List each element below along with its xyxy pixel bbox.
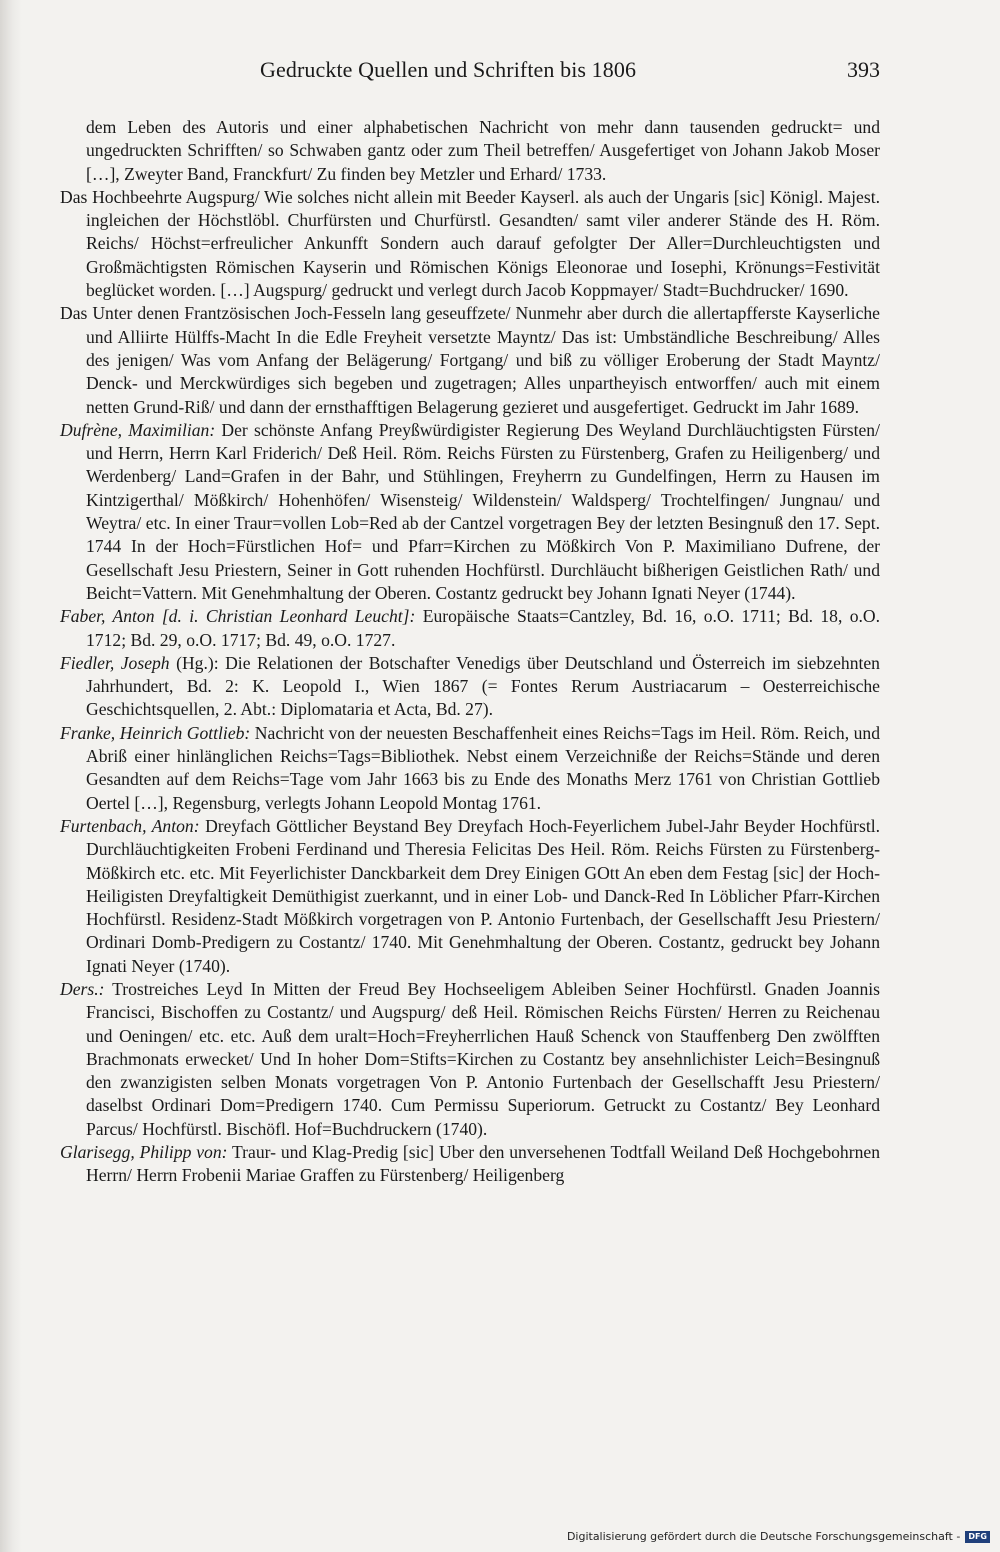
running-title: Gedruckte Quellen und Schriften bis 1806 [260, 57, 637, 82]
bibliography-list [60, 116, 880, 1188]
entry-text: Nachricht von der neuesten Beschaffenheit eines Reichs=Tags im Heil. Röm. Reich, und Abriß einer hinlänglichen Reichs=Tags=Bibliothek. Nebst einem Verzeichniße der Reichs=Stände und deren Gesandten auf dem Reichs=Tage vom Jahr 1663 bis zu Ende des Monaths Merz 1761 von Christian Gottlieb Oertel […], Regensburg, verlegts Johann Leopold Montag 1761. [86, 722, 881, 813]
entry-author: Furtenbach, Anton: [60, 815, 200, 836]
entry-text: Das Hochbeehrte Augspurg/ Wie solches nicht allein mit Beeder Kayserl. als auch der Ungaris [sic] Königl. Majest. ingleichen der Höchstlöbl. Churfürsten und Churfürstl. Gesandten/ samt viler anderer Stände des H. Röm. Reichs/ Höchst=erfreulicher Ankunfft Sondern auch darauf gefolgter Der Aller=Durchleuchtigsten und Großmächtigsten Römischen Kayserin und Römischen Königs Eleonorae und Iosephi, Krönungs=Festivität beglücket worden. […] Augspurg/ gedruckt und verlegt durch Jacob Koppmayer/ Stadt=Buchdrucker/ 1690. [60, 186, 880, 301]
running-head [60, 57, 880, 91]
bibliography-entry [60, 652, 880, 722]
entry-author: Fiedler, Joseph [60, 652, 170, 673]
bibliography-entry [60, 605, 880, 652]
digitization-footer [567, 1530, 990, 1543]
bibliography-entry [60, 116, 880, 186]
funding-credit: Digitalisierung gefördert durch die Deutsche Forschungsgemeinschaft - [566, 1530, 961, 1543]
entry-text: Trostreiches Leyd In Mitten der Freud Bey Hochseeligem Ableiben Seiner Hochfürstl. Gnaden Joannis Francisci, Bischoffen zu Costantz/ und Augspurg/ deß Heil. Römischen Reichs Fürsten/ Herren zu Reichenau und Oeningen/ etc. etc. Auß dem uralt=Hoch=Freyherrlichen Hauß Schenck von Stauffenberg Den zwölfften Brachmonats erwecket/ Und In hoher Dom=Stifts=Kirchen zu Costantz bey ansehnlichister Leich=Besingnuß den zwanzigisten selben Monats vorgetragen Von P. Antonio Furtenbach der Gesellschafft Jesu Priestern/ daselbst Ordinari Dom=Predigern 1740. Cum Permissu Superiorum. Getruckt zu Costantz/ Bey Leonhard Parcus/ Hochfürstl. Bischöfl. Hof=Buchdruckern (1740). [86, 978, 880, 1139]
entry-text: Traur- und Klag-Predig [sic] Uber den unversehenen Todtfall Weiland Deß Hochgebohrnen Herrn/ Herrn Frobenii Mariae Graffen zu Fürstenberg/ Heiligenberg [86, 1142, 880, 1186]
entry-text: (Hg.): Die Relationen der Botschafter Venedigs über Deutschland und Österreich im siebzehnten Jahrhundert, Bd. 2: K. Leopold I., Wien 1867 (= Fontes Rerum Austriacarum – Oesterreichische Geschichtsquellen, 2. Abt.: Diplomataria et Acta, Bd. 27). [86, 652, 880, 720]
bibliography-entry [60, 815, 880, 978]
entry-author: Ders.: [60, 978, 105, 999]
entry-author: Dufrène, Maximilian: [60, 419, 216, 440]
bibliography-entry [60, 722, 880, 815]
bibliography-entry [60, 1141, 880, 1188]
bibliography-entry [60, 419, 880, 605]
entry-text: Europäische Staats=Cantzley, Bd. 16, o.O. 1711; Bd. 18, o.O. 1712; Bd. 29, o.O. 1717; Bd. 49, o.O. 1727. [86, 606, 880, 650]
entry-author: Glarisegg, Philipp von: [60, 1142, 228, 1163]
page-number: 393 [847, 57, 880, 82]
entry-text: Das Unter denen Frantzösischen Joch-Fesseln lang geseuffzete/ Nunmehr aber durch die allertapfferste Kayserliche und Alliirte Hülffs-Macht In die Edle Freyheit versetzte Mayntz/ Das ist: Umbständliche Beschreibung/ Alles des jenigen/ Was vom Anfang der Belägerung/ Fortgang/ und biß zu völliger Eroberung der Stadt Mayntz/ Denck- und Merckwürdiges sich begeben und zugetragen; Alles unpartheyisch entworffen/ auch mit einem netten Grund-Riß/ und dann der ernsthafftigen Belagerung gezieret und ausgefertiget. Gedruckt im Jahr 1689. [60, 303, 880, 417]
bibliography-entry [60, 186, 880, 302]
entry-text: Dreyfach Göttlicher Beystand Bey Dreyfach Hoch-Feyerlichem Jubel-Jahr Beyder Hochfürstl. Durchläuchtigkeiten Frobeni Ferdinand und Theresia Felicitas Des Heil. Röm. Reichs Fürsten zu Fürstenberg-Mößkirch etc. etc. Mit Feyerlichister Danckbarkeit dem Drey Einigen GOtt An eben dem Festag [sic] der Hoch-Heiligisten Dreyfaltigkeit Demüthigist zuerkannt, und in einer Lob- und Danck-Red In Löblicher Pfarr-Kirchen Hochfürstl. Residenz-Stadt Mößkirch vorgetragen von P. Antonio Furtenbach, der Gesellschafft Jesu Priestern/ Ordinari Domb-Predigern zu Costantz/ 1740. Mit Genehmhaltung der Oberen. Costantz, gedruckt bey Johann Ignati Neyer (1740). [86, 815, 880, 976]
entry-author: Franke, Heinrich Gottlieb: [60, 722, 251, 743]
bibliography-entry [60, 978, 880, 1141]
entry-text: dem Leben des Autoris und einer alphabetischen Nachricht von mehr dann tausenden gedruckt= und ungedruckten Schrifften/ so Schwaben gantz oder zum Theil betreffen/ Ausgefertiget von Johann Jakob Moser […], Zweyter Band, Franckfurt/ Zu finden bey Metzler und Erhard/ 1733. [86, 117, 880, 184]
scan-edge [0, 0, 22, 1552]
dfg-logo: DFG [965, 1531, 990, 1543]
entry-author: Faber, Anton [d. i. Christian Leonhard Leucht]: [60, 606, 416, 627]
entry-text: Der schönste Anfang Preyßwürdigister Regierung Des Weyland Durchläuchtigsten Fürsten/ und Herrn, Herrn Karl Friderich/ Deß Heil. Röm. Reichs Fürsten zu Fürstenberg, Grafen zu Heiligenberg/ und Werdenberg/ Land=Grafen in der Bahr, und Stühlingen, Freyherrn zu Gundelfingen, Herrn zu Hausen im Kintzigerthal/ Mößkirch/ Hohenhöfen/ Wisensteig/ Wildenstein/ Waldsperg/ Trochtelfingen/ Jungnau/ und Weytra/ etc. In einer Traur=vollen Lob=Red ab der Cantzel vorgetragen Bey der letzten Besingnuß den 17. Sept. 1744 In der Hoch=Fürstlichen Hof= und Pfarr=Kirchen zu Mößkirch Von P. Maximiliano Dufrene, der Gesellschaft Jesu Priestern, Seiner in Gott ruhenden Hochfürstl. Durchläucht bißherigen Geistlichen Rath/ und Beicht=Vattern. Mit Genehmhaltung der Oberen. Costantz gedruckt bey Johann Ignati Neyer (1744). [86, 419, 880, 603]
bibliography-entry [60, 302, 880, 418]
